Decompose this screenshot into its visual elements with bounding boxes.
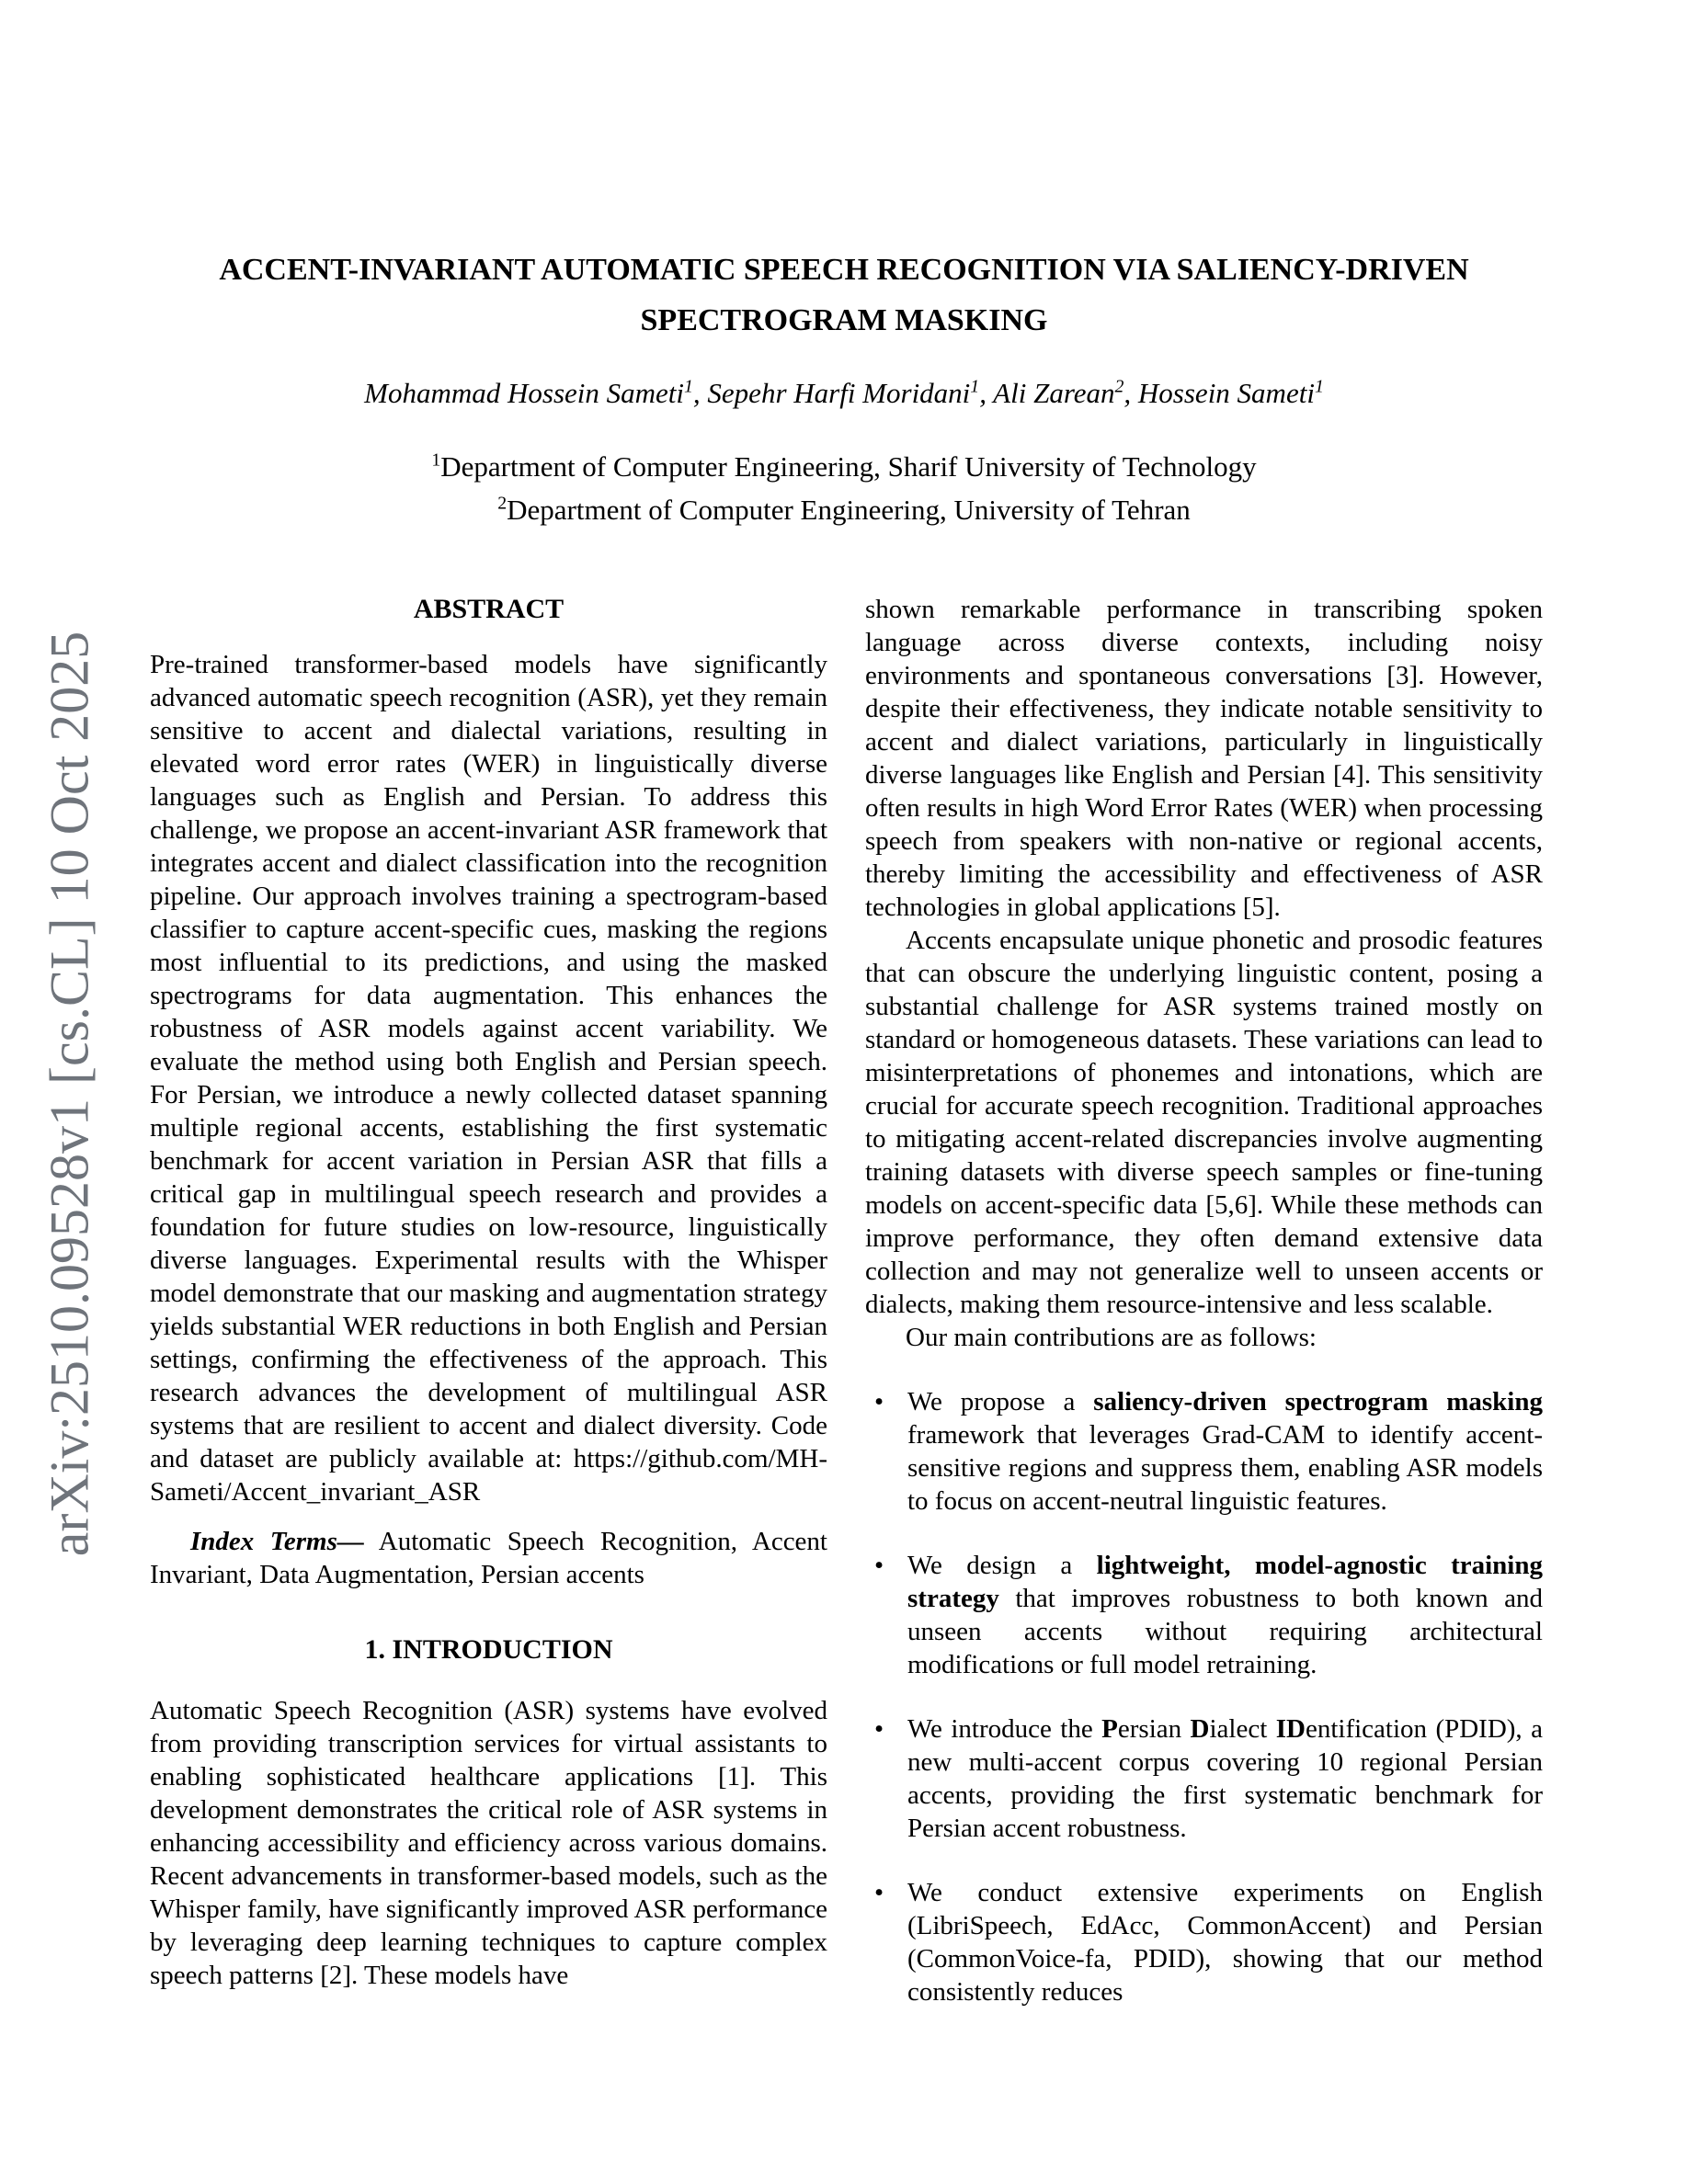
author-affiliation-sup: 1 <box>1314 376 1324 397</box>
bullet-dot: • <box>874 1551 884 1580</box>
contribution-bullet: • We propose a saliency-driven spectrogram masking framework that leverages Grad-CAM to identify accent-sensitive regions and suppress them, enabling ASR models to focus on accent-neutral linguistic features. <box>874 1387 1543 1516</box>
index-terms-label: Index Terms— <box>190 1527 364 1556</box>
bullet-dot: • <box>874 1714 884 1744</box>
index-terms: Index Terms— Automatic Speech Recognition, Accent Invariant, Data Augmentation, Persian accents <box>150 1527 827 1589</box>
contribution-bullet: • We design a lightweight, model-agnostic training strategy that improves robustness to both known and unseen accents without requiring architectural modifications or full model retraining. <box>874 1551 1543 1679</box>
paper-title-line2: SPECTROGRAM MASKING <box>640 303 1048 337</box>
section-heading-introduction: 1. INTRODUCTION <box>364 1634 613 1665</box>
affiliation-line: $^2$Department of Computer Engineering, University of Tehran <box>497 493 1191 526</box>
bullet-dot: • <box>874 1878 884 1907</box>
bullet-dot: • <box>874 1387 884 1416</box>
author-entry: Ali Zarean$^2$, <box>993 376 1138 409</box>
intro-paragraph-right: shown remarkable performance in transcribing spoken language across diverse contexts, including noisy environments and spontaneous conversations [3]. However, despite their effectiveness, they indicate notable sensitivity to accent and dialect variations, particularly in linguistically diverse languages like English and Persian [4]. This sensitivity often results in high Word Error Rates (WER) when processing speech from speakers with non-native or regional accents, thereby limiting the accessibility and effectiveness of ASR technologies in global applications [5]. <box>865 595 1543 922</box>
contribution-bullet: • We introduce the Persian Dialect IDentification (PDID), a new multi-accent corpus covering 10 regional Persian accents, providing the first systematic benchmark for Persian accent robustness. <box>874 1714 1543 1843</box>
accents-paragraph: Accents encapsulate unique phonetic and prosodic features that can obscure the underlying linguistic content, posing a substantial challenge for ASR systems trained mostly on standard or homogeneous datasets. These variations can lead to misinterpretations of phonemes and intonations, which are crucial for accurate speech recognition. Traditional approaches to mitigating accent-related discrepancies involve augmenting training datasets with diverse speech samples or fine-tuning models on accent-specific data [5,6]. While these methods can improve performance, they often demand extensive data collection and may not generalize well to unseen accents or dialects, making them resource-intensive and less scalable. <box>865 926 1543 1319</box>
arxiv-stamp: arXiv:2510.09528v1 [cs.CL] 10 Oct 2025 <box>39 631 100 1557</box>
abstract-text: Pre-trained transformer-based models have significantly advanced automatic speech recognition (ASR), yet they remain sensitive to accent and dialectal variations, resulting in elevated word error rates (WER) in linguistically diverse languages such as English and Persian. To address this challenge, we propose an accent-invariant ASR framework that integrates accent and dialect classification into the recognition pipeline. Our approach involves training a spectrogram-based classifier to capture accent-specific cues, masking the regions most influential to its predictions, and using the masked spectrograms for data augmentation. This enhances the robustness of ASR models against accent variability. We evaluate the method using both English and Persian speech. For Persian, we introduce a newly collected dataset spanning multiple regional accents, establishing the first systematic benchmark for accent variation in Persian ASR that fills a critical gap in multilingual speech research and provides a foundation for future studies on low-resource, linguistically diverse languages. Experimental results with the Whisper model demonstrate that our masking and augmentation strategy yields substantial WER reductions in both English and Persian settings, confirming the effectiveness of the approach. This research advances the development of multilingual ASR systems that are resilient to accent and dialect diversity. Code and dataset are publicly available at: https://github.com/MH-Sameti/Accent_invariant_ASR <box>150 650 827 1507</box>
author-line <box>0 377 1688 410</box>
author-affiliation-sup: 1 <box>684 376 693 397</box>
affiliation-sup: 2 <box>497 493 508 514</box>
paper-title <box>0 245 1688 346</box>
author-entry: Sepehr Harfi Moridani$^1$, <box>707 376 994 409</box>
author-affiliation-sup: 1 <box>970 376 980 397</box>
github-link[interactable]: https://github.com/MH-Sameti/Accent_invariant_ASR <box>150 1444 827 1507</box>
contributions-list <box>865 1385 1543 2008</box>
contribution-bullet: • We conduct extensive experiments on English (LibriSpeech, EdAcc, CommonAccent) and Persian (CommonVoice-fa, PDID), showing that our method consistently reduces <box>874 1878 1543 2007</box>
affiliation-sup: 1 <box>431 449 441 471</box>
author-entry: Mohammad Hossein Sameti$^1$, <box>364 376 708 409</box>
author-affiliation-sup: 2 <box>1114 376 1124 397</box>
affiliation-line: $^1$Department of Computer Engineering, Sharif University of Technology <box>431 449 1257 483</box>
abstract-heading: ABSTRACT <box>413 594 565 624</box>
author-entry: Hossein Sameti$^1$ <box>1137 376 1324 409</box>
affiliations-block <box>0 445 1688 531</box>
right-column <box>865 593 1543 2008</box>
contributions-lead: Our main contributions are as follows: <box>906 1323 1317 1352</box>
intro-paragraph-left: Automatic Speech Recognition (ASR) systems have evolved from providing transcription services for virtual assistants to enabling sophisticated healthcare applications [1]. This development demonstrates the critical role of ASR systems in enhancing accessibility and efficiency across various domains. Recent advancements in transformer-based models, such as the Whisper family, have significantly improved ASR performance by leveraging deep learning techniques to capture complex speech patterns [2]. These models have <box>150 1696 827 1990</box>
left-column <box>150 593 827 1992</box>
paper-title-line1: ACCENT-INVARIANT AUTOMATIC SPEECH RECOGNITION VIA SALIENCY-DRIVEN <box>219 253 1469 287</box>
